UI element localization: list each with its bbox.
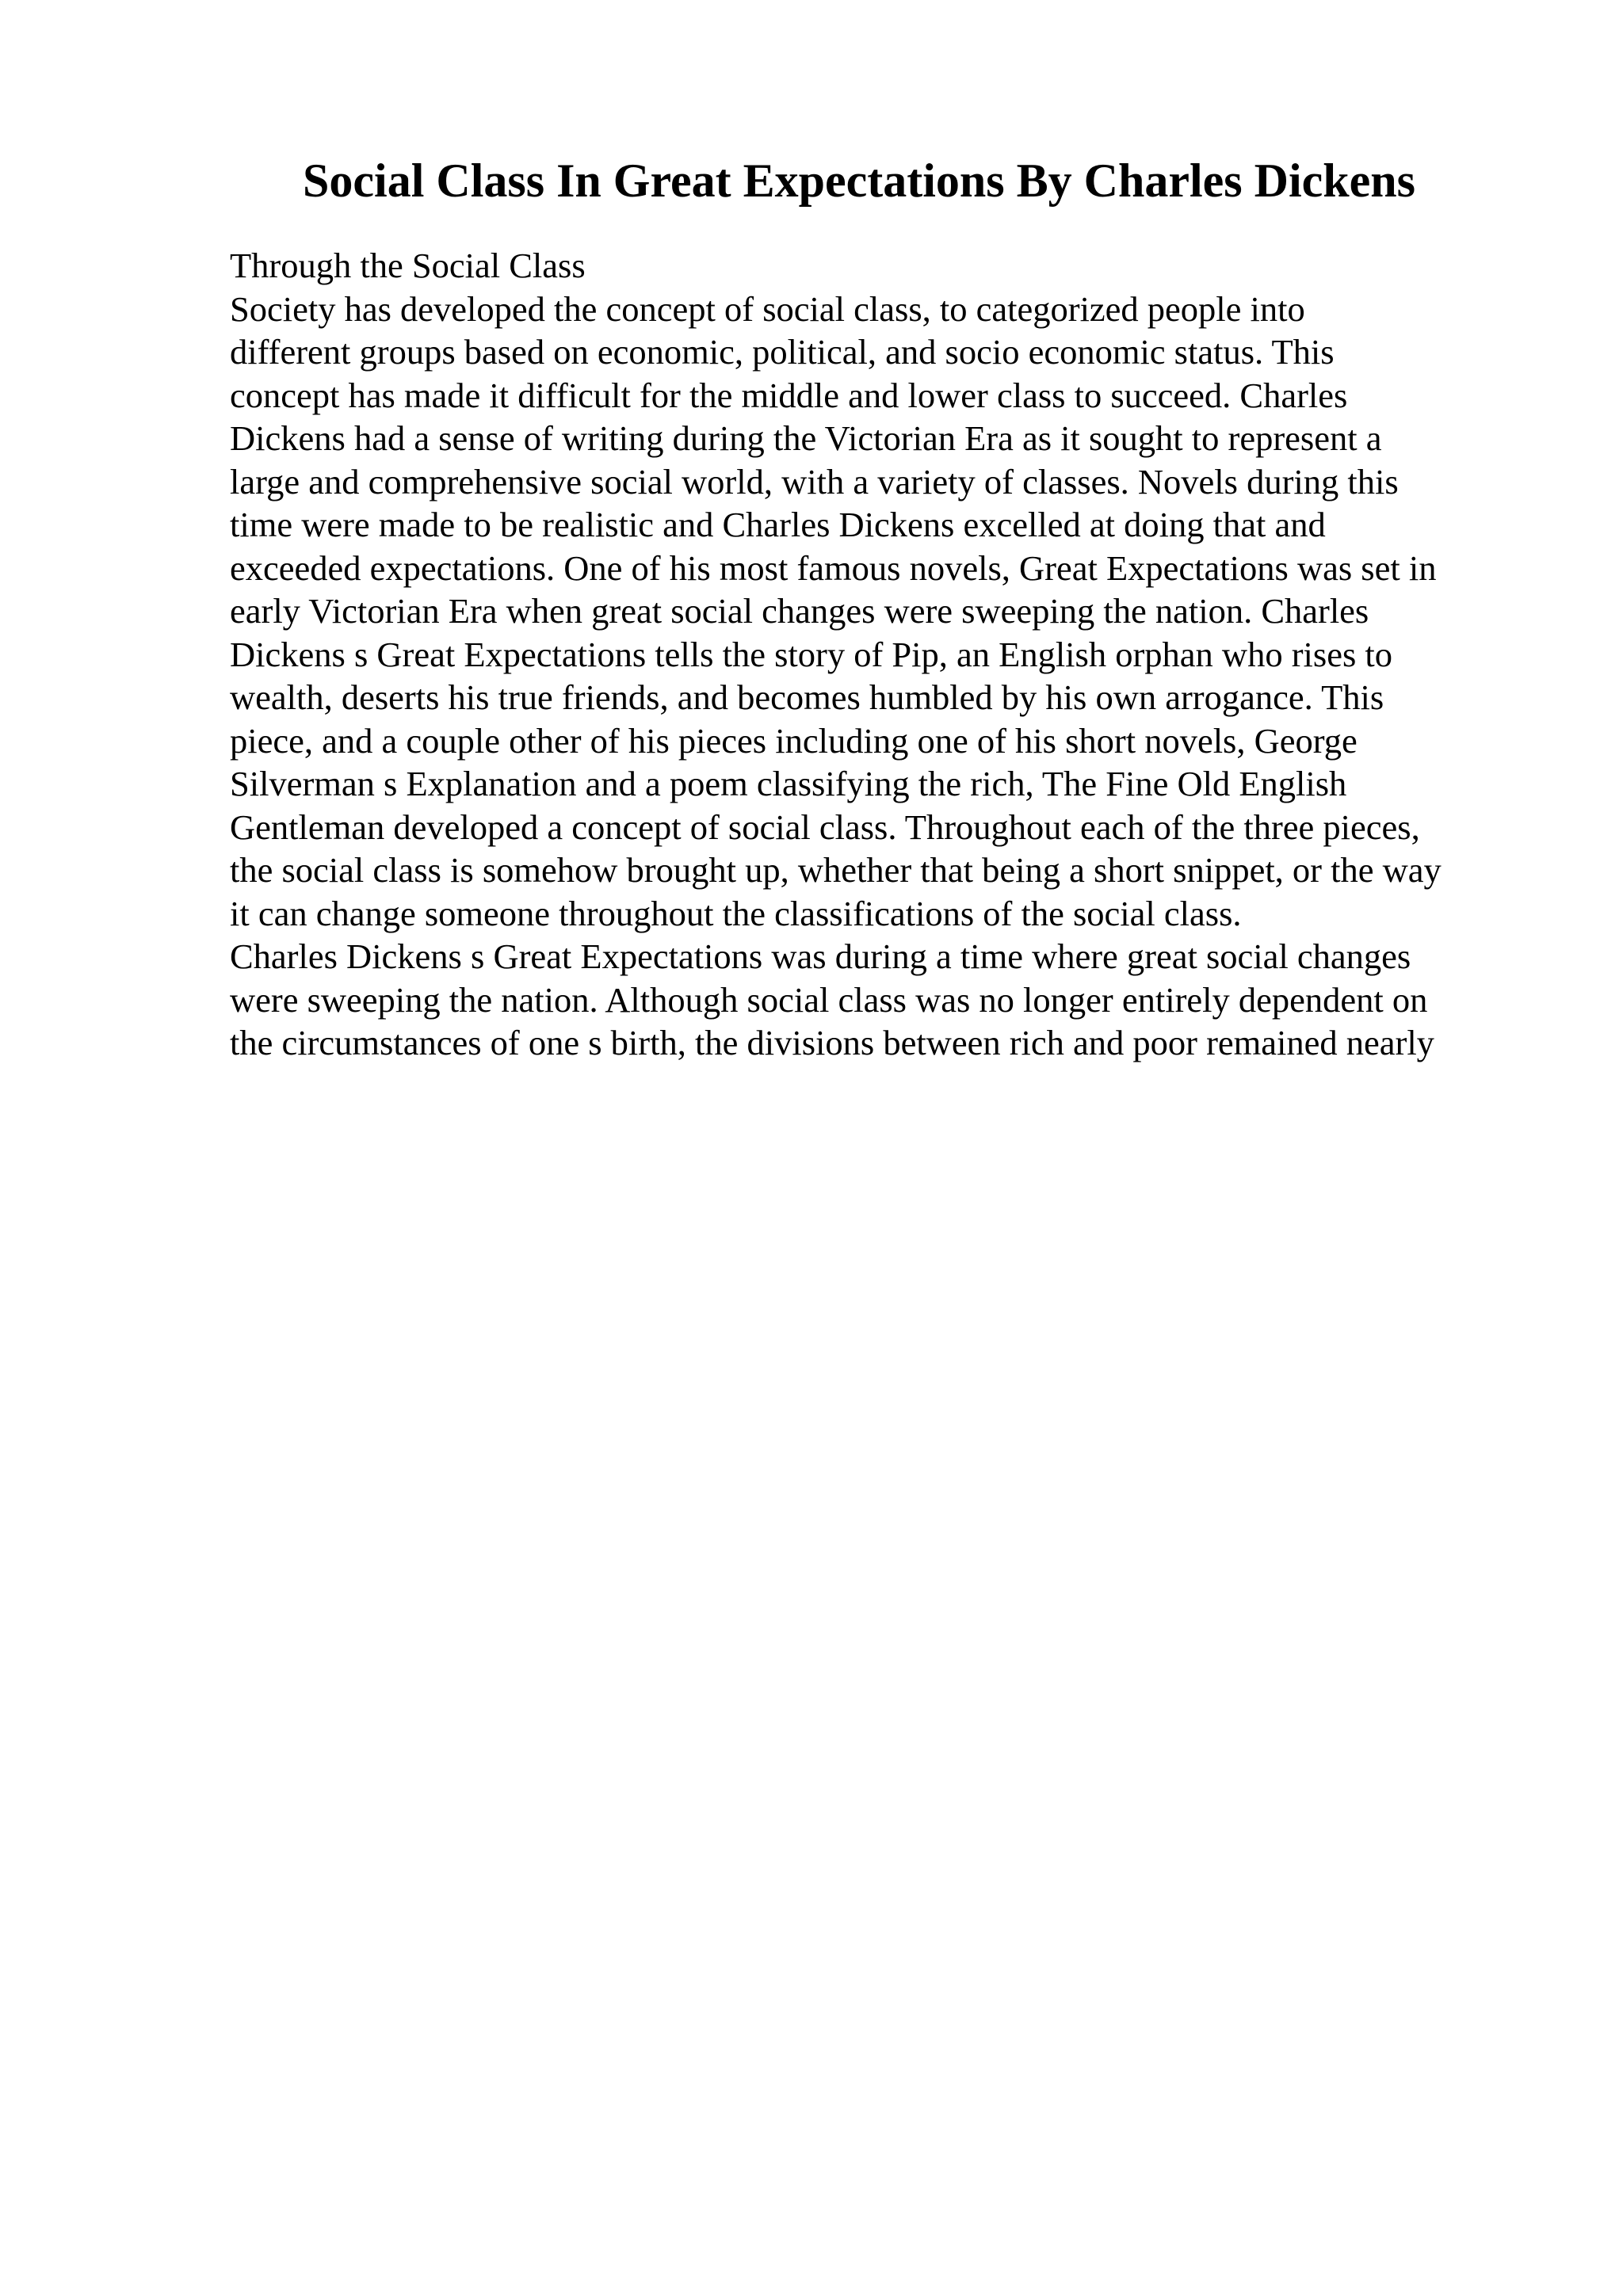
text-line: Charles Dickens s Great Expectations was during a time where great social changes xyxy=(230,936,1411,976)
text-line: Through the Social Class xyxy=(230,246,586,285)
document-title: Social Class In Great Expectations By Charles Dickens xyxy=(303,154,1415,207)
text-line: wealth, deserts his true friends, and becomes humbled by his own arrogance. This xyxy=(230,677,1384,717)
text-line: Dickens s Great Expectations tells the story of Pip, an English orphan who rises to xyxy=(230,634,1393,674)
text-line: Gentleman developed a concept of social class. Throughout each of the three pieces, xyxy=(230,807,1420,847)
text-line: time were made to be realistic and Charles Dickens excelled at doing that and xyxy=(230,505,1326,544)
text-line: Society has developed the concept of social class, to categorized people into xyxy=(230,288,1305,329)
text-line: exceeded expectations. One of his most famous novels, Great Expectations was set in xyxy=(230,547,1437,588)
text-line: large and comprehensive social world, with a variety of classes. Novels during this xyxy=(230,461,1399,502)
text-line: were sweeping the nation. Although social class was no longer entirely dependent on xyxy=(230,979,1428,1020)
text-line: it can change someone throughout the classifications of the social class. xyxy=(230,893,1242,933)
text-line: early Victorian Era when great social changes were sweeping the nation. Charles xyxy=(230,591,1369,631)
text-line: different groups based on economic, political, and socio economic status. This xyxy=(230,332,1335,372)
text-line: Silverman s Explanation and a poem classifying the rich, The Fine Old English xyxy=(230,764,1347,803)
text-line: Dickens had a sense of writing during the Victorian Era as it sought to represent a xyxy=(230,418,1382,458)
text-line: the social class is somehow brought up, whether that being a short snippet, or the way xyxy=(230,850,1442,890)
text-line: concept has made it difficult for the middle and lower class to succeed. Charles xyxy=(230,375,1348,415)
text-line: the circumstances of one s birth, the divisions between rich and poor remained nearly xyxy=(230,1023,1434,1062)
document-body xyxy=(230,244,1514,1065)
text-line: piece, and a couple other of his pieces including one of his short novels, George xyxy=(230,720,1358,761)
